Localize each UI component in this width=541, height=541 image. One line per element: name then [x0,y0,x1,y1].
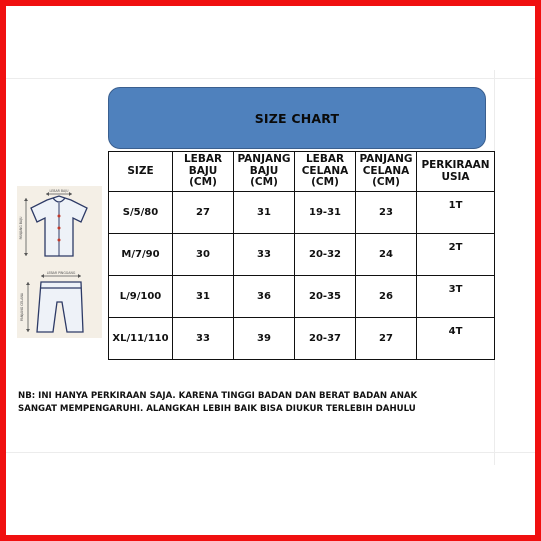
cell-panjang-baju: 39 [234,318,295,360]
cell-lebar-baju: 33 [173,318,234,360]
sheet-gridline [6,78,535,79]
header-panjang-celana: PANJANG CELANA (CM) [356,152,417,192]
cell-panjang-baju: 33 [234,234,295,276]
header-perkiraan-usia: PERKIRAAN USIA [417,152,495,192]
cell-size: S/5/80 [109,192,173,234]
header-size: SIZE [109,152,173,192]
table-row [109,276,495,318]
cell-usia: 4T [417,318,495,360]
sheet-gridline [6,452,535,453]
svg-text:LEBAR BAJU: LEBAR BAJU [49,189,69,193]
cell-lebar-baju: 27 [173,192,234,234]
note-line-2: SANGAT MEMPENGARUHI. ALANGKAH LEBIH BAIK BISA DIUKUR TERLEBIH DAHULU [18,404,416,414]
svg-text:PANJANG CELANA: PANJANG CELANA [20,292,24,322]
cell-lebar-baju: 30 [173,234,234,276]
cell-lebar-baju: 31 [173,276,234,318]
header-lebar-baju: LEBAR BAJU (CM) [173,152,234,192]
size-chart-banner [108,87,486,149]
cell-panjang-celana: 27 [356,318,417,360]
cell-size: M/7/90 [109,234,173,276]
table-row [109,192,495,234]
table-header-row [109,152,495,192]
cell-lebar-celana: 20-32 [295,234,356,276]
cell-usia: 1T [417,192,495,234]
cell-panjang-baju: 36 [234,276,295,318]
cell-lebar-celana: 20-37 [295,318,356,360]
cell-panjang-celana: 26 [356,276,417,318]
cell-panjang-celana: 24 [356,234,417,276]
disclaimer-note [18,390,518,416]
cell-size: XL/11/110 [109,318,173,360]
cell-lebar-celana: 19-31 [295,192,356,234]
header-lebar-celana: LEBAR CELANA (CM) [295,152,356,192]
cell-panjang-celana: 23 [356,192,417,234]
cell-usia: 2T [417,234,495,276]
cell-panjang-baju: 31 [234,192,295,234]
svg-text:PANJANG BAJU: PANJANG BAJU [19,216,23,240]
cell-usia: 3T [417,276,495,318]
banner-title: SIZE CHART [254,110,340,126]
table-row [109,318,495,360]
garment-illustration [17,186,102,338]
table-row [109,234,495,276]
svg-text:LEBAR PINGGANG: LEBAR PINGGANG [46,271,76,275]
cell-size: L/9/100 [109,276,173,318]
pants-diagram-icon [37,282,83,332]
note-line-1: NB: INI HANYA PERKIRAAN SAJA. KARENA TINGGI BADAN DAN BERAT BADAN ANAK [18,391,418,401]
garment-diagram [17,186,102,338]
cell-lebar-celana: 20-35 [295,276,356,318]
size-chart-table [108,151,495,360]
header-panjang-baju: PANJANG BAJU (CM) [234,152,295,192]
